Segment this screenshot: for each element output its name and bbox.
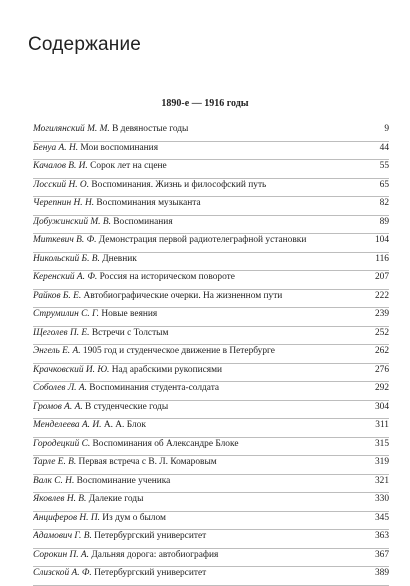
toc-entry-text <box>33 216 361 228</box>
entry-page-number: 222 <box>374 290 389 301</box>
entry-author: Струмилин С. Г. <box>33 309 99 319</box>
entry-title: Воспоминание ученика <box>76 475 171 486</box>
toc-entry-text <box>33 290 361 302</box>
entry-title: Далекие годы <box>88 494 144 504</box>
entry-page-number: 319 <box>374 457 389 467</box>
entry-title: Автобиографические очерки. На жизненном пути <box>83 290 283 301</box>
entry-title: Демонстрация первой радиотелеграфной установки <box>98 235 307 245</box>
entry-title: Воспоминания студента-солдата <box>89 383 220 393</box>
entry-author: Энгель Е. А. <box>33 346 81 356</box>
toc-entry <box>33 530 389 549</box>
toc-entry-text <box>33 123 361 135</box>
entry-title: 1905 год и студенческое движение в Петербурге <box>82 346 275 356</box>
toc-entry-text <box>33 549 361 561</box>
entry-author: Адамович Г. В. <box>33 531 92 541</box>
entry-author: Добужинский М. В. <box>33 216 111 227</box>
toc-entry-text <box>33 401 361 413</box>
toc-entry-text <box>33 475 361 487</box>
toc-entry <box>33 271 389 290</box>
toc-entry <box>33 234 389 253</box>
entry-title: Воспоминания музыканта <box>96 198 201 208</box>
toc-entry-text <box>33 382 361 394</box>
toc-entry <box>33 327 389 346</box>
toc-entry <box>33 493 389 512</box>
table-of-contents <box>33 123 389 586</box>
entry-author: Валк С. Н. <box>33 475 75 486</box>
entry-page-number: 65 <box>379 179 389 190</box>
toc-entry-text <box>33 179 361 191</box>
toc-entry <box>33 438 389 457</box>
toc-entry-text <box>33 419 361 431</box>
entry-title: Дневник <box>102 253 137 264</box>
toc-entry-text <box>33 234 361 246</box>
entry-title: Петербургский университет <box>94 568 207 578</box>
toc-entry <box>33 142 389 161</box>
entry-author: Лосский Н. О. <box>33 179 90 190</box>
toc-entry-text <box>33 364 361 376</box>
toc-entry-text <box>33 493 361 505</box>
entry-page-number: 82 <box>379 198 389 208</box>
entry-page-number: 330 <box>374 494 389 504</box>
entry-author: Райков Б. Е. <box>33 290 82 301</box>
entry-author: Черепнин Н. Н. <box>33 198 95 208</box>
entry-author: Качалов В. И. <box>33 161 88 171</box>
toc-entry-text <box>33 345 361 357</box>
toc-entry-text <box>33 160 361 172</box>
entry-author: Керенский А. Ф. <box>33 272 98 282</box>
entry-page-number: 363 <box>374 531 389 541</box>
entry-page-number: 367 <box>374 549 389 560</box>
entry-page-number: 389 <box>374 568 389 578</box>
toc-entry <box>33 160 389 179</box>
entry-title: Воспоминания. Жизнь и философский путь <box>91 179 267 190</box>
entry-page-number: 252 <box>374 327 389 338</box>
entry-author: Менделеева А. И. <box>33 420 102 430</box>
entry-author: Никольский Б. В. <box>33 253 100 264</box>
toc-entry <box>33 419 389 438</box>
toc-entry <box>33 308 389 327</box>
toc-entry <box>33 216 389 235</box>
toc-entry <box>33 197 389 216</box>
entry-author: Анциферов Н. П. <box>33 512 100 523</box>
entry-author: Миткевич В. Ф. <box>33 235 97 245</box>
entry-title: В студенческие годы <box>85 401 169 412</box>
entry-page-number: 9 <box>384 124 389 134</box>
entry-page-number: 55 <box>379 161 389 171</box>
entry-page-number: 89 <box>379 216 389 227</box>
entry-title: А. А. Блок <box>103 420 146 430</box>
entry-title: Над арабскими рукописями <box>111 364 223 375</box>
entry-title: В девяностые годы <box>112 124 189 134</box>
entry-page-number: 315 <box>374 438 389 449</box>
entry-page-number: 311 <box>375 420 389 430</box>
entry-title: Россия на историческом повороте <box>99 272 235 282</box>
entry-page-number: 116 <box>375 253 389 264</box>
toc-entry <box>33 401 389 420</box>
entry-author: Щеголев П. Е. <box>33 327 90 338</box>
toc-entry-text <box>33 456 361 468</box>
entry-page-number: 276 <box>374 364 389 375</box>
entry-title: Воспоминания <box>113 216 173 227</box>
entry-author: Крачковский И. Ю. <box>33 364 110 375</box>
entry-title: Из дум о былом <box>102 512 166 523</box>
entry-title: Петербургский университет <box>94 531 207 541</box>
toc-entry <box>33 364 389 383</box>
entry-author: Тарле Е. В. <box>33 457 77 467</box>
toc-entry <box>33 253 389 272</box>
toc-entry-text <box>33 327 361 339</box>
entry-title: Воспоминания об Александре Блоке <box>92 438 239 449</box>
toc-entry-text <box>33 271 361 283</box>
entry-title: Новые веяния <box>101 309 158 319</box>
toc-entry-text <box>33 197 361 209</box>
toc-entry-text <box>33 253 361 265</box>
entry-author: Бенуа А. Н. <box>33 142 79 153</box>
toc-entry <box>33 567 389 586</box>
toc-entry <box>33 179 389 198</box>
entry-page-number: 292 <box>374 383 389 393</box>
entry-title: Сорок лет на сцене <box>90 161 167 171</box>
toc-entry-text <box>33 530 361 542</box>
entry-page-number: 104 <box>374 235 389 245</box>
toc-entry <box>33 549 389 568</box>
section-heading: 1890-е — 1916 годы <box>161 98 249 109</box>
entry-author: Могилянский М. М. <box>33 124 110 134</box>
entry-title: Мои воспоминания <box>80 142 159 153</box>
toc-entry-text <box>33 512 361 524</box>
toc-entry <box>33 475 389 494</box>
entry-page-number: 304 <box>374 401 389 412</box>
toc-entry <box>33 290 389 309</box>
entry-title: Дальняя дорога: автобиография <box>91 549 219 560</box>
entry-page-number: 345 <box>374 512 389 523</box>
entry-author: Яковлев Н. В. <box>33 494 87 504</box>
entry-author: Громов А. А. <box>33 401 83 412</box>
entry-author: Городецкий С. <box>33 438 91 449</box>
entry-title: Встречи с Толстым <box>91 327 169 338</box>
toc-entry <box>33 512 389 531</box>
entry-page-number: 262 <box>374 346 389 356</box>
toc-entry <box>33 382 389 401</box>
entry-page-number: 239 <box>374 309 389 319</box>
toc-entry-text <box>33 438 361 450</box>
entry-author: Соболев Л. А. <box>33 383 87 393</box>
toc-entry-text <box>33 567 361 579</box>
entry-page-number: 321 <box>374 475 389 486</box>
entry-page-number: 207 <box>374 272 389 282</box>
toc-entry-text <box>33 142 361 154</box>
entry-author: Слизской А. Ф. <box>33 568 92 578</box>
entry-author: Сорокин П. А. <box>33 549 89 560</box>
entry-page-number: 44 <box>379 142 389 153</box>
entry-title: Первая встреча с В. Л. Комаровым <box>78 457 217 467</box>
toc-entry-text <box>33 308 361 320</box>
toc-entry <box>33 345 389 364</box>
toc-entry <box>33 456 389 475</box>
page-title: Содержание <box>28 34 142 55</box>
toc-entry <box>33 123 389 142</box>
